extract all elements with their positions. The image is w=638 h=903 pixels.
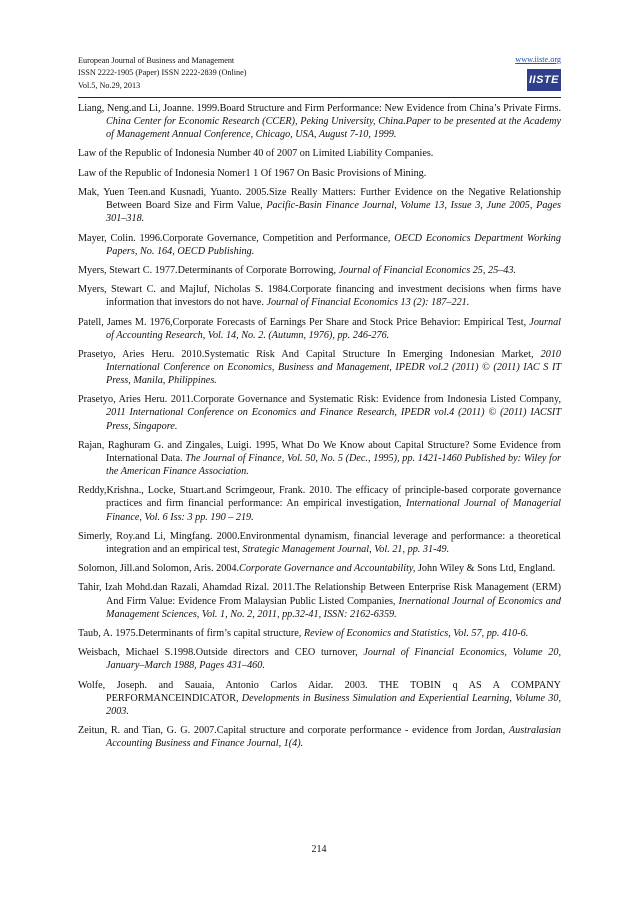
reference-text: Patell, James M. 1976,Corporate Forecasts of Earnings Per Share and Stock Price Behavior: Empirical Test, — [78, 316, 530, 328]
reference-entry — [78, 724, 561, 750]
reference-source: Journal of Financial Economics 25, 25–43. — [338, 264, 517, 276]
reference-entry — [78, 186, 561, 225]
reference-entry — [78, 316, 561, 342]
reference-source: Journal of Accounting Research, Vol. 14, No. 2. (Autumn, 1976), pp. 246-276. — [106, 316, 561, 341]
volume-line: Vol.5, No.29, 2013 — [78, 80, 141, 90]
header-rule — [78, 97, 561, 98]
reference-source: Journal of Financial Economics 13 (2): 187–221. — [266, 297, 470, 309]
reference-source: Journal of Financial Economics, Volume 20, January–March 1988, Pages 431–460. — [106, 647, 561, 672]
page-number: 214 — [311, 844, 327, 855]
reference-entry — [78, 646, 561, 672]
reference-source: Corporate Governance and Accountability, — [239, 563, 416, 575]
reference-text: Liang, Neng.and Li, Joanne. 1999.Board Structure and Firm Performance: New Evidence from China’s Private Firms. — [78, 103, 561, 114]
reference-entry — [78, 283, 561, 309]
reference-source: Pacific-Basin Finance Journal, Volume 13, Issue 3, June 2005, Pages 301–318. — [106, 200, 561, 225]
issn-line: ISSN 2222-1905 (Paper) ISSN 2222-2839 (Online) — [78, 68, 247, 78]
reference-source: 2010 International Conference on Economics, Business and Management, IPEDR vol.2 (2011) © (2011) IAC S IT Press, Manila, Philippines. — [106, 348, 561, 387]
reference-source: The Journal of Finance, Vol. 50, No. 5 (Dec., 1995), pp. 1421-1460 Published by: Wiley for the American Finance Association. — [106, 452, 562, 478]
reference-text: Simerly, Roy.and Li, Mingfang. 2000.Environmental dynamism, financial leverage and performance: a theoretical integration and an empirical test, — [78, 530, 561, 555]
reference-entry — [78, 393, 561, 432]
reference-source: Australasian Accounting Business and Finance Journal, 1(4). — [106, 725, 561, 750]
reference-entry — [78, 679, 561, 718]
reference-text: Weisbach, Michael S.1998.Outside directors and CEO turnover, — [78, 647, 364, 659]
reference-source: Strategic Management Journal, Vol. 21, pp. 31-49. — [242, 543, 450, 555]
reference-source: Inernational Journal of Economics and Management Sciences, Vol. 1, No. 2, 2011, pp.32-41, ISSN: 2162-6359. — [106, 595, 562, 620]
reference-entry — [78, 232, 561, 258]
reference-text: Prasetyo, Aries Heru. 2010.Systematic Risk And Capital Structure In Emerging Indonesian Market, — [78, 348, 541, 360]
reference-source: International Journal of Managerial Finance, Vol. 6 Iss: 3 pp. 190 – 219. — [106, 498, 561, 523]
website-link[interactable]: www.iiste.org — [515, 55, 561, 64]
reference-entry — [78, 348, 561, 387]
reference-entry — [78, 167, 561, 180]
reference-text: Myers, Stewart C. 1977.Determinants of Corporate Borrowing, — [78, 264, 339, 276]
reference-text: Prasetyo, Aries Heru. 2011.Corporate Governance and Systematic Risk: Evidence from Indonesia Listed Company, — [78, 394, 561, 406]
reference-source: China Center for Economic Research (CCER), Peking University, China.Paper to be presented at the Academy of Management Annual Conference, Chicago, USA, August 7-10, 1999. — [106, 116, 561, 141]
reference-source: 2011 International Conference on Economics and Finance Research, IPEDR vol.4 (2011) © (2011) IACSIT Press, Singapore. — [106, 407, 561, 432]
reference-text: Zeitun, R. and Tian, G. G. 2007.Capital structure and corporate performance - evidence from Jordan, — [78, 725, 509, 737]
reference-text: Myers, Stewart C. and Majluf, Nicholas S. 1984.Corporate financing and investment decisions when firms have information that investors do not have. — [78, 284, 561, 309]
reference-text: Wolfe, Joseph. and Sauaia, Antonio Carlos Aidar. 2003. THE TOBIN q AS A COMPANY PERFORMANCEINDICATOR, — [78, 679, 561, 704]
reference-source: Review of Economics and Statistics, Vol. 57, pp. 410-6. — [303, 627, 529, 639]
iiste-logo: IISTE — [527, 69, 561, 91]
reference-entry — [78, 530, 561, 556]
reference-text: Law of the Republic of Indonesia Number 40 of 2007 on Limited Liability Companies. — [78, 148, 434, 160]
reference-text: Tahir, Izah Mohd.dan Razali, Ahamdad Rizal. 2011.The Relationship Between Enterprise Risk Management (ERM) And Firm Value: Evidence From Malaysian Public Listed Companies, — [78, 582, 561, 607]
reference-text: Mak, Yuen Teen.and Kusnadi, Yuanto. 2005.Size Really Matters: Further Evidence on the Negative Relationship Between Board Size and Firm Value, — [78, 187, 561, 212]
page-header — [78, 55, 561, 105]
reference-entry — [78, 627, 561, 640]
reference-source: Developments in Business Simulation and Experiential Learning, Volume 30, 2003. — [106, 692, 561, 717]
journal-name: European Journal of Business and Management — [78, 56, 235, 65]
reference-entry — [78, 581, 561, 620]
reference-tail: John Wiley & Sons Ltd, England. — [415, 563, 556, 575]
reference-entry — [78, 264, 561, 277]
reference-text: Rajan, Raghuram G. and Zingales, Luigi. 1995, What Do We Know about Capital Structure? Some Evidence from International Data. — [78, 439, 561, 464]
reference-text: Mayer, Colin. 1996.Corporate Governance, Competition and Performance, — [78, 232, 395, 244]
reference-source: OECD Economics Department Working Papers, No. 164, OECD Publishing. — [106, 232, 561, 257]
reference-entry — [78, 484, 561, 523]
reference-entry — [78, 562, 561, 575]
reference-text: Taub, A. 1975.Determinants of firm’s capital structure, — [78, 627, 304, 639]
reference-entry — [78, 102, 561, 141]
reference-entry — [78, 147, 561, 160]
reference-entry — [78, 439, 561, 478]
reference-text: Law of the Republic of Indonesia Nomer1 1 Of 1967 On Basic Provisions of Mining. — [78, 167, 427, 179]
reference-text: Reddy,Krishna., Locke, Stuart.and Scrimgeour, Frank. 2010. The efficacy of principle-based corporate governance practices and firm financial performance: An empirical investigation, — [78, 485, 561, 510]
reference-list — [78, 102, 561, 756]
reference-text: Solomon, Jill.and Solomon, Aris. 2004. — [78, 563, 240, 575]
